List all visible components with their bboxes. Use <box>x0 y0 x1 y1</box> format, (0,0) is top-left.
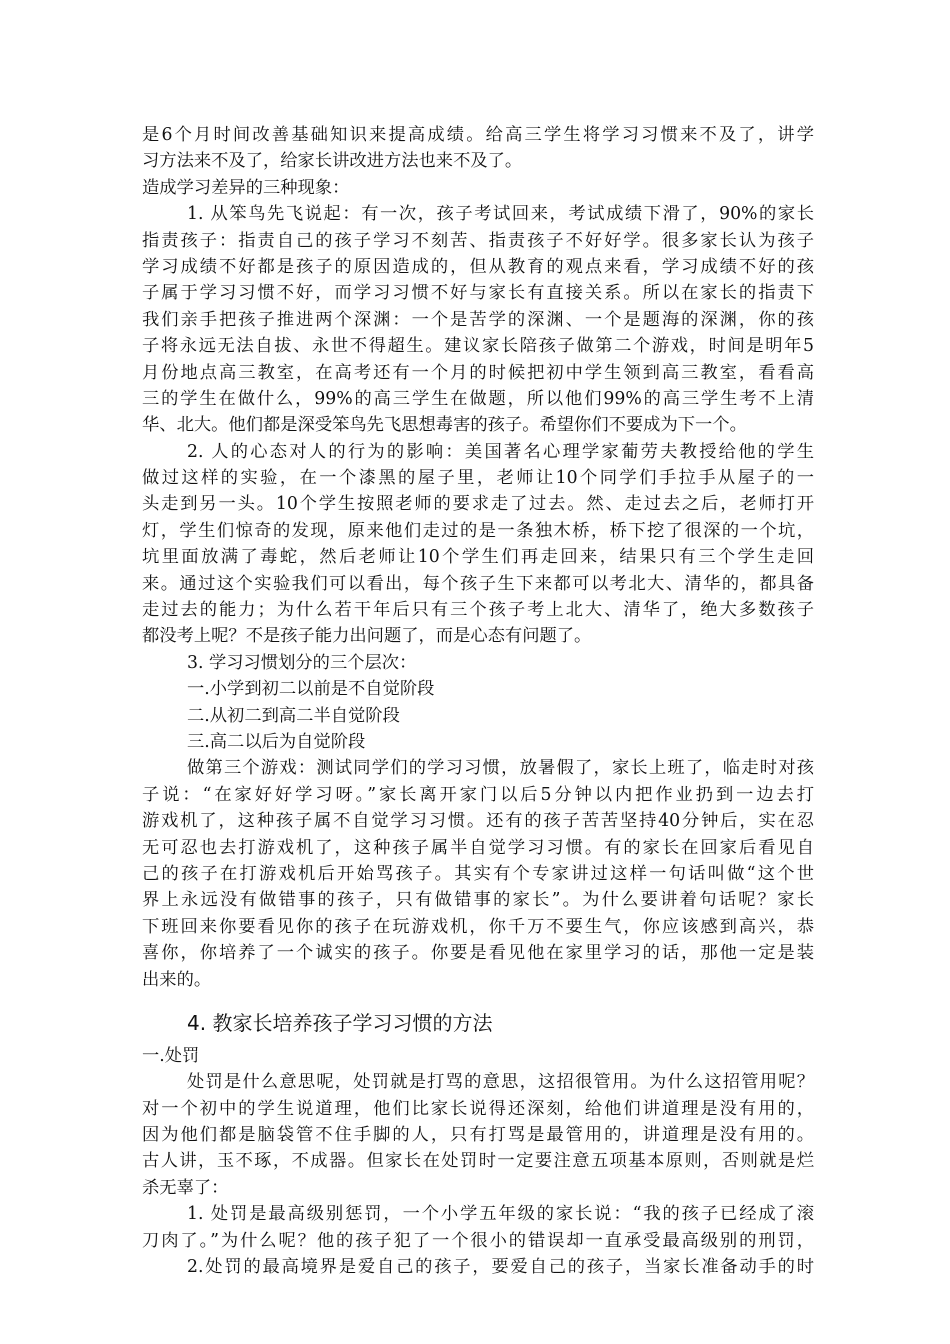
level-item: 一.小学到初二以前是不自觉阶段 <box>187 679 435 700</box>
text-line: 游戏机了，这种孩子属不自觉学习习惯。还有的孩子苦苦坚持40分钟后，实在忍 <box>142 811 814 832</box>
document-body <box>142 122 814 1280</box>
text-line: 1. 从笨鸟先飞说起：有一次，孩子考试回来，考试成绩下滑了，90%的家长 <box>187 204 814 225</box>
text-line: 子将永远无法自拔、永世不得超生。建议家长陪孩子做第二个游戏，时间是明年5 <box>142 336 814 357</box>
level-item: 二.从初二到高二半自觉阶段 <box>187 705 400 726</box>
text-line: 走过去的能力；为什么若干年后只有三个孩子考上北大、清华了，绝大多数孩子 <box>142 600 814 621</box>
text-line: 是6个月时间改善基础知识来提高成绩。给高三学生将学习习惯来不及了，讲学 <box>142 125 814 145</box>
text-line: 对一个初中的学生说道理，他们比家长说得还深刻，给他们讲道理是没有用的， <box>142 1098 814 1119</box>
punish-title: 一.处罚 <box>142 1045 200 1066</box>
level-item: 三.高二以后为自觉阶段 <box>187 731 366 752</box>
text-line: 下班回来你要看见你的孩子在玩游戏机，你千万不要生气，你应该感到高兴，恭 <box>142 916 814 937</box>
text-line: 刀肉了。”为什么呢？他的孩子犯了一个很小的错误却一直承受最高级别的刑罚， <box>142 1230 814 1251</box>
text-line: 做第三个游戏：测试同学们的学习习惯，放暑假了，家长上班了，临走时对孩 <box>187 758 814 779</box>
item3-title: 3. 学习习惯划分的三个层次： <box>187 652 417 673</box>
text-line: 学习成绩不好都是孩子的原因造成的，但从教育的观点来看，学习成绩不好的孩 <box>142 256 814 277</box>
text-line: 子属于学习习惯不好，而学习习惯不好与家长有直接关系。所以在家长的指责下 <box>142 283 814 304</box>
text-line: 处罚是什么意思呢，处罚就是打骂的意思，这招很管用。为什么这招管用呢？ <box>187 1072 814 1093</box>
text-line: 古人讲，玉不琢，不成器。但家长在处罚时一定要注意五项基本原则，否则就是烂 <box>142 1151 814 1172</box>
section-heading: 4. 教家长培养孩子学习习惯的方法 <box>187 1010 493 1035</box>
text-line: 子说：“在家好好学习呀。”家长离开家门以后5分钟以内把作业扔到一边去打 <box>142 784 814 805</box>
text-line: 2. 人的心态对人的行为的影响：美国著名心理学家葡劳夫教授给他的学生 <box>187 441 814 462</box>
text-line: 1. 处罚是最高级别惩罚，一个小学五年级的家长说：“我的孩子已经成了滚 <box>187 1204 814 1225</box>
text-line: 因为他们都是脑袋管不住手脚的人，只有打骂是最管用的，讲道理是没有用的。 <box>142 1125 814 1146</box>
text-line: 2.处罚的最高境界是爱自己的孩子，要爱自己的孩子，当家长准备动手的时 <box>187 1257 814 1278</box>
text-line: 喜你，你培养了一个诚实的孩子。你要是看见他在家里学习的话，那他一定是装 <box>142 943 814 964</box>
text-line: 月份地点高三教室，在高考还有一个月的时候把初中学生领到高三教室，看看高 <box>142 362 814 383</box>
text-line: 无可忍也去打游戏机了，这种孩子属半自觉学习习惯。有的家长在回家后看见自 <box>142 837 814 858</box>
text-line: 都没考上呢？不是孩子能力出问题了，而是心态有问题了。 <box>142 626 592 647</box>
text-line: 出来的。 <box>142 969 212 990</box>
text-line: 己的孩子在打游戏机后开始骂孩子。其实有个专家讲过这样一句话叫做“这个世 <box>142 863 814 884</box>
text-line: 界上永远没有做错事的孩子，只有做错事的家长”。为什么要讲着句话呢？家长 <box>142 890 814 911</box>
text-line: 头走到另一头。10个学生按照老师的要求走了过去。然、走过去之后，老师打开 <box>142 494 814 515</box>
text-line: 灯，学生们惊奇的发现，原来他们走过的是一条独木桥，桥下挖了很深的一个坑， <box>142 520 814 541</box>
text-line: 习方法来不及了，给家长讲改进方法也来不及了。 <box>142 151 523 172</box>
text-line: 做过这样的实验，在一个漆黑的屋子里，老师让10个同学们手拉手从屋子的一 <box>142 468 814 489</box>
text-line: 华、北大。他们都是深受笨鸟先飞思想毒害的孩子。希望你们不要成为下一个。 <box>142 415 747 436</box>
text-line: 三的学生在做什么，99%的高三学生在做题，所以他们99%的高三学生考不上清 <box>142 388 814 409</box>
text-line: 来。通过这个实验我们可以看出，每个孩子生下来都可以考北大、清华的，都具备 <box>142 573 814 594</box>
text-line: 我们亲手把孩子推进两个深渊：一个是苦学的深渊、一个是题海的深渊，你的孩 <box>142 309 814 330</box>
phenomena-title: 造成学习差异的三种现象： <box>142 177 350 198</box>
text-line: 杀无辜了： <box>142 1177 229 1198</box>
text-line: 指责孩子：指责自己的孩子学习不刻苦、指责孩子不好好学。很多家长认为孩子 <box>142 230 814 251</box>
text-line: 坑里面放满了毒蛇，然后老师让10个学生们再走回来，结果只有三个学生走回 <box>142 547 814 568</box>
